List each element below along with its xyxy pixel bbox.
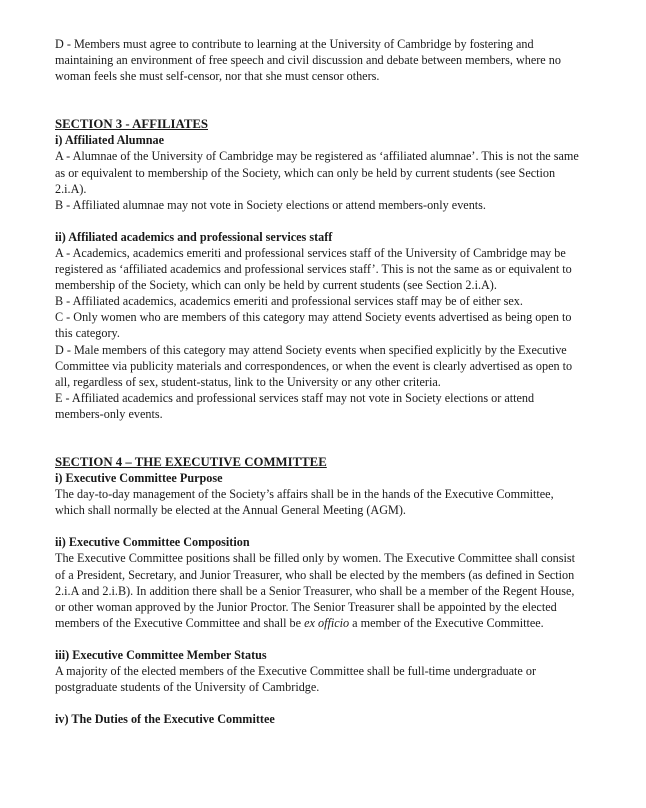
section4-part1-heading: i) Executive Committee Purpose xyxy=(55,471,223,486)
spacer xyxy=(55,518,580,534)
spacer xyxy=(55,84,580,116)
section3-part2-clause-e: E - Affiliated academics and professional services staff may not vote in Society elections or attend members-only events. xyxy=(55,390,535,421)
section3-part2-clause-c: C - Only women who are members of this category may attend Society events advertised as being open to this category. xyxy=(55,310,572,341)
section3-part1-clause-b: B - Affiliated alumnae may not vote in Society elections or attend members-only events. xyxy=(55,197,486,212)
spacer xyxy=(55,422,580,454)
section2-clause-d: D - Members must agree to contribute to learning at the University of Cambridge by fostering and maintaining an environment of free speech and civil discussion and debate between members, where no woman feels she must self-censor, nor that she must censor others. xyxy=(55,37,561,84)
section4-part4-heading: iv) The Duties of the Executive Committee xyxy=(55,712,275,727)
spacer xyxy=(55,213,580,229)
section3-part2-clause-d: D - Male members of this category may attend Society events when specified explicitly by the Executive Committee via publicity materials and correspondences, or when the event is clearly advertised as open to all, regardless of sex, student-status, link to the University or any other criteria. xyxy=(55,342,573,389)
section4-part3-heading: iii) Executive Committee Member Status xyxy=(55,647,267,662)
section4-part1-text: The day-to-day management of the Society’s affairs shall be in the hands of the Executive Committee, which shall normally be elected at the Annual General Meeting (AGM). xyxy=(55,487,554,518)
document-page xyxy=(55,36,580,727)
section3-part1-heading: i) Affiliated Alumnae xyxy=(55,133,165,148)
section4-part2-text xyxy=(55,550,580,630)
spacer xyxy=(55,695,580,711)
section4-part2-text-end: a member of the Executive Committee. xyxy=(349,615,544,630)
section4-heading: SECTION 4 – THE EXECUTIVE COMMITTEE xyxy=(55,454,327,469)
section4-part3-text: A majority of the elected members of the Executive Committee shall be full-time undergraduate or postgraduate students of the University of Cambridge. xyxy=(55,664,537,695)
section3-part2-clause-b: B - Affiliated academics, academics emeriti and professional services staff may be of either sex. xyxy=(55,294,523,309)
section3-part2-clause-a: A - Academics, academics emeriti and professional services staff of the University of Cambridge may be registered as ‘affiliated academics and professional services staff’. This is not the same as or equivalent to membership of the Society, which can only be held by current students (see Section 2.i.A). xyxy=(55,245,572,293)
section3-heading: SECTION 3 - AFFILIATES xyxy=(55,117,209,132)
section4-part2-heading: ii) Executive Committee Composition xyxy=(55,535,250,550)
section3-part1-clause-a: A - Alumnae of the University of Cambridge may be registered as ‘affiliated alumnae’. This is not the same as or equivalent to membership of the Society, which can only be held by current students (see Section 2.i.A). xyxy=(55,149,579,196)
section4-part2-text-start: The Executive Committee positions shall be filled only by women. The Executive Committee shall consist of a President, Secretary, and Junior Treasurer, who shall be elected by the members (as defined in Section 2.i.A and 2.i.B). In addition there shall be a Senior Treasurer, who shall be a member of the Regent House, or other woman approved by the Junior Proctor. The Senior Treasurer shall be appointed by the elected members of the Executive Committee and shall be xyxy=(55,551,576,630)
section3-part2-heading: ii) Affiliated academics and professional services staff xyxy=(55,229,333,244)
spacer xyxy=(55,631,580,647)
ex-officio-term: ex officio xyxy=(304,615,350,630)
